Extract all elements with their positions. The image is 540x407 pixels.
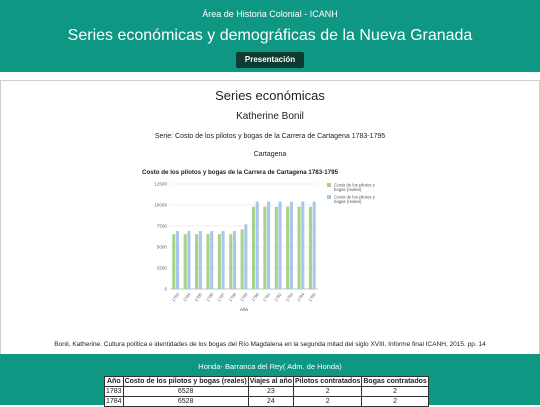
x-tick-label: 1786 — [204, 291, 215, 303]
y-tick-label: 2500 — [156, 265, 167, 271]
x-tick-label: 1792 — [273, 291, 283, 303]
site-subtitle: Área de Historia Colonial - ICANH — [202, 9, 338, 19]
bar-series-1 — [229, 234, 232, 289]
table-row — [105, 397, 429, 407]
data-table — [104, 376, 429, 407]
x-tick-label: 1784 — [182, 291, 192, 303]
col-header-year: Año — [105, 377, 124, 387]
x-tick-label: 1794 — [295, 291, 306, 303]
cell-trips: 23 — [248, 387, 293, 397]
bar-series-2 — [313, 202, 316, 289]
legend-label: bogas (reales) — [334, 187, 362, 193]
bar-series-1 — [309, 207, 312, 289]
col-header-bogas: Bogas contratados — [363, 378, 427, 385]
author-name: Katherine Bonil — [236, 111, 304, 122]
legend-swatch — [327, 195, 331, 199]
col-header-trips: Viajes al año — [249, 378, 293, 385]
cell-bogas: 2 — [362, 397, 428, 407]
series-title: Serie: Costo de los pilotos y bogas de la Carrera de Cartagena 1783-1795 — [154, 133, 386, 140]
bar-series-1 — [184, 234, 187, 289]
legend-label: bogas (reales) — [334, 199, 362, 205]
col-header-pilots: Pilotos contratados — [295, 378, 361, 385]
x-tick-label: 1787 — [216, 291, 226, 303]
cell-year: 1784 — [106, 398, 122, 405]
site-title: Series económicas y demográficas de la Nueva Granada — [67, 27, 473, 44]
y-tick-label: 7500 — [156, 223, 167, 229]
bar-series-2 — [233, 231, 236, 289]
bar-series-1 — [275, 207, 278, 289]
y-tick-label: 5000 — [156, 244, 167, 250]
region-title: Honda- Barranca del Rey( Adm. de Honda) — [198, 362, 342, 371]
cell-cost: 6528 — [123, 387, 248, 397]
legend-swatch — [327, 183, 331, 187]
x-tick-label: 1789 — [239, 291, 249, 303]
cell-pilots: 2 — [294, 387, 362, 397]
citation: Bonil, Katherine. Cultura política e identidades de los bogas del Río Magdalena en la segunda mitad del siglo XVIII. Informe final ICANH, 2015. pp. 14 — [54, 341, 486, 348]
cell-bogas: 2 — [362, 387, 428, 397]
place-name: Cartagena — [253, 151, 287, 158]
section-title: Series económicas — [215, 88, 325, 103]
bar-series-2 — [290, 202, 293, 289]
bar-series-2 — [176, 231, 179, 289]
legend-label: Costo de los pilotos y — [334, 194, 375, 200]
cell-trips: 24 — [248, 397, 293, 407]
x-tick-label: 1783 — [170, 291, 181, 303]
legend-label: Costo de los pilotos y — [334, 182, 375, 188]
cell-cost: 6528 — [123, 397, 248, 407]
y-tick-label: 0 — [164, 286, 167, 292]
bar-series-1 — [218, 234, 221, 289]
bar-series-2 — [256, 202, 259, 289]
x-axis-label: Año — [239, 307, 249, 312]
presentacion-button[interactable]: Presentación — [236, 52, 304, 68]
x-tick-label: 1790 — [250, 291, 260, 303]
bar-series-2 — [267, 202, 270, 289]
x-tick-label: 1785 — [193, 291, 203, 303]
y-tick-label: 10000 — [154, 202, 167, 208]
page-header — [0, 0, 540, 72]
bar-series-2 — [199, 231, 202, 289]
bar-series-1 — [263, 207, 266, 289]
x-tick-label: 1793 — [284, 291, 295, 303]
bar-series-2 — [187, 231, 190, 289]
bar-series-2 — [210, 231, 213, 289]
col-header-cost: Costo de los pilotos y bogas (reales) — [124, 378, 247, 385]
x-tick-label: 1795 — [307, 291, 317, 303]
cell-year: 1783 — [106, 388, 122, 395]
bar-series-2 — [244, 224, 247, 289]
bar-series-1 — [206, 234, 209, 289]
table-row — [105, 387, 429, 397]
table-header-row — [105, 377, 429, 387]
cell-pilots: 2 — [294, 397, 362, 407]
bar-series-1 — [298, 207, 301, 289]
x-tick-label: 1791 — [261, 291, 272, 303]
bar-series-2 — [278, 202, 281, 289]
bar-series-2 — [301, 202, 304, 289]
y-tick-label: 12500 — [154, 181, 167, 187]
bar-series-1 — [172, 234, 175, 289]
bar-series-1 — [286, 207, 289, 289]
bar-series-1 — [252, 207, 255, 289]
x-tick-label: 1788 — [227, 291, 238, 303]
chart-title: Costo de los pilotos y bogas de la Carrera de Cartagena 1783-1795 — [142, 169, 339, 176]
bar-series-2 — [222, 231, 225, 289]
bar-series-1 — [195, 234, 198, 289]
bar-series-1 — [241, 229, 244, 289]
bar-chart — [120, 162, 420, 317]
